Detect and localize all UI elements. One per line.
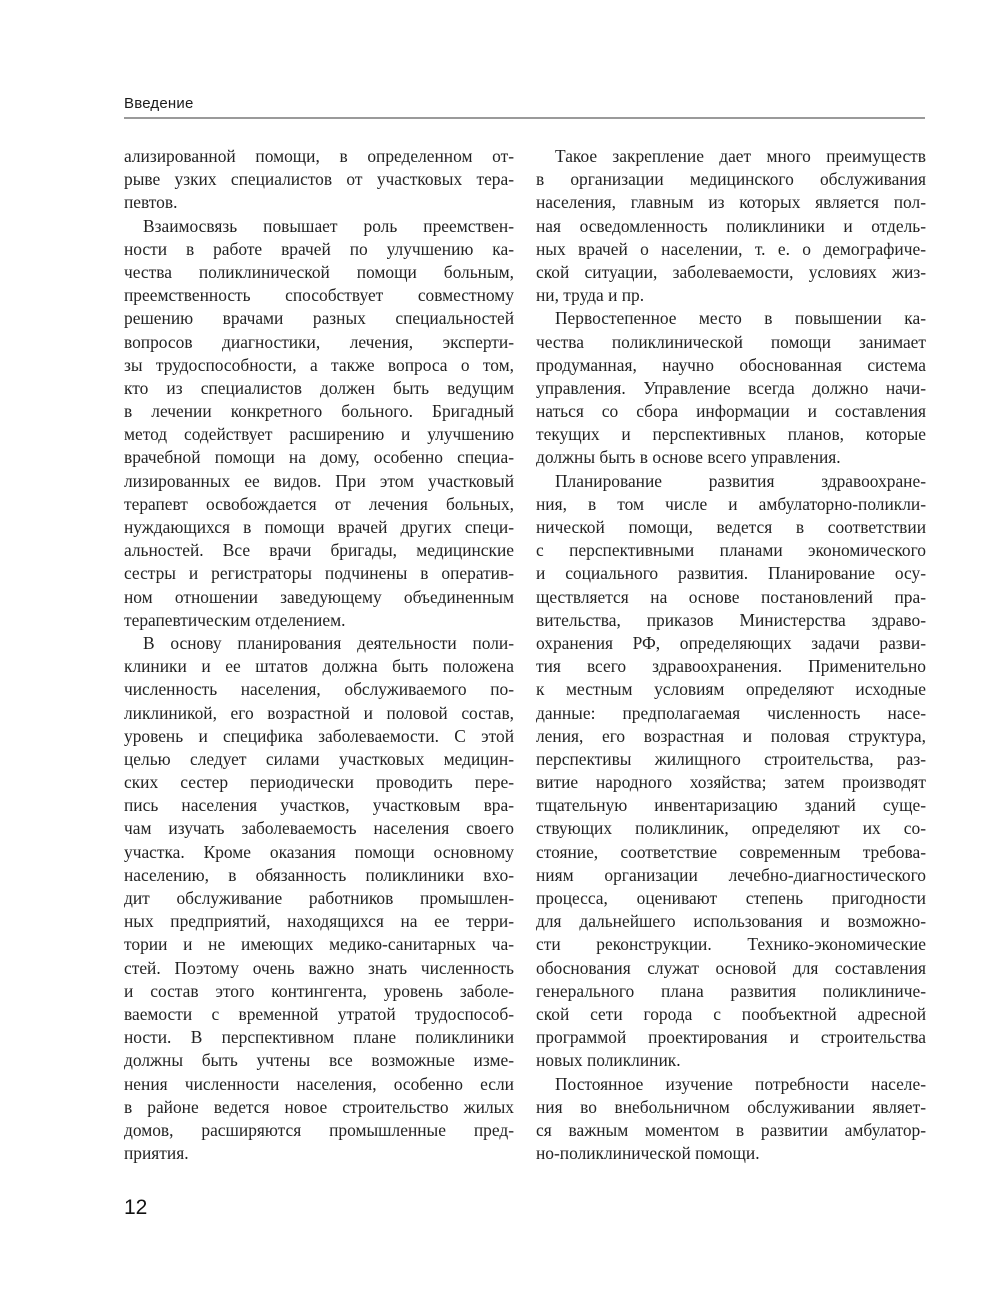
text-line: лизированных ее видов. При этом участковый — [124, 470, 514, 491]
text-line: ния, в том числе и амбулаторно-поликли- — [536, 493, 926, 514]
text-line: наться со сбора информации и составления — [536, 401, 926, 422]
text-line: зы трудоспособности, а также вопроса о том, — [124, 354, 514, 375]
text-line: приятия. — [124, 1143, 189, 1164]
text-line: ликлиникой, его возрастной и половой состав, — [124, 702, 514, 723]
text-line: альностей. Все врачи бригады, медицинские — [124, 540, 514, 561]
text-line: кто из специалистов должен быть ведущим — [124, 377, 514, 398]
text-line: к местным условиям определяют исходные — [536, 679, 926, 700]
text-line: ниям организации лечебно-диагностического — [536, 864, 926, 885]
text-line: певтов. — [124, 192, 178, 213]
text-line: в районе ведется новое строительство жилых — [124, 1096, 514, 1117]
text-line: стояние, соответствие современным требова- — [536, 841, 926, 862]
text-line: чам изучать заболеваемость населения своего — [124, 818, 514, 839]
text-line: терапевтическим отделением. — [124, 609, 346, 630]
paragraph — [124, 215, 514, 632]
header-rule — [124, 117, 925, 119]
text-line: Постоянное изучение потребности населе- — [555, 1073, 926, 1094]
text-line: ных врачей о населении, т. е. о демографиче- — [536, 238, 926, 259]
text-line: уровень и специфика заболеваемости. С этой — [124, 725, 514, 746]
text-line: ния во внебольничном обслуживании являет- — [536, 1096, 926, 1117]
paragraph — [536, 470, 926, 1073]
text-line: населения, главным из которых является пол- — [536, 192, 926, 213]
paragraph — [536, 307, 926, 469]
text-line: численность населения, обслуживаемого по- — [124, 679, 514, 700]
text-line: вопросов диагностики, лечения, эксперти- — [124, 331, 514, 352]
text-line: чества поликлинической помощи больным, — [124, 261, 514, 282]
text-line: охранения РФ, определяющих задачи разви- — [536, 632, 926, 653]
text-line: преемственность способствует совместному — [124, 285, 514, 306]
text-line: рыве узких специалистов от участковых тера- — [124, 169, 514, 190]
text-line: домов, расширяются промышленные пред- — [124, 1119, 514, 1140]
text-line: должны быть учтены все возможные изме- — [124, 1050, 514, 1071]
text-column-right — [536, 145, 926, 1165]
text-line: витие народного хозяйства; затем производят — [536, 772, 926, 793]
text-line: в организации медицинского обслуживания — [536, 169, 926, 190]
text-line: тории и не имеющих медико-санитарных ча- — [124, 934, 514, 955]
text-line: ности. В перспективном плане поликлиники — [124, 1027, 514, 1048]
text-line: В основу планирования деятельности поли- — [143, 632, 514, 653]
text-line: данные: предполагаемая численность насе- — [536, 702, 926, 723]
text-line: перспективы жилищного строительства, раз- — [536, 748, 926, 769]
text-line: пись населения участков, участковым вра- — [124, 795, 514, 816]
text-line: врачебной помощи на дому, особенно специа- — [124, 447, 514, 468]
text-line: нения численности населения, особенно если — [124, 1073, 514, 1094]
text-line: генерального плана развития поликлиниче- — [536, 980, 926, 1001]
text-line: программой проектирования и строительства — [536, 1027, 926, 1048]
text-line: решению врачами разных специальностей — [124, 308, 514, 329]
text-line: целью следует силами участковых медицин- — [124, 748, 514, 769]
text-line: ствующих поликлиник, определяют их со- — [536, 818, 926, 839]
paragraph — [124, 145, 514, 215]
text-line: дит обслуживание работников промышлен- — [124, 888, 514, 908]
text-line: ществляется на основе постановлений пра- — [536, 586, 926, 607]
text-line: сти реконструкции. Технико-экономические — [536, 934, 926, 955]
text-line: чества поликлинической помощи занимает — [536, 331, 926, 352]
text-line: и состав этого контингента, уровень заболе- — [124, 980, 514, 1001]
text-line: Первостепенное место в повышении ка- — [555, 308, 926, 329]
text-line: должны быть в основе всего управления. — [536, 447, 841, 468]
text-line: ления, его возрастная и половая структура, — [536, 725, 926, 746]
page-number: 12 — [124, 1196, 148, 1219]
text-line: текущих и перспективных планов, которые — [536, 424, 926, 445]
running-head-title: Введение — [124, 95, 194, 112]
text-line: управления. Управление всегда должно начи- — [536, 377, 926, 398]
text-line: в лечении конкретного больного. Бригадный — [124, 401, 514, 422]
text-line: для дальнейшего использования и возможно- — [536, 911, 926, 932]
text-line: ализированной помощи, в определенном от- — [124, 146, 514, 166]
text-line: продуманная, научно обоснованная система — [536, 354, 926, 375]
text-line: но-поликлинической помощи. — [536, 1143, 760, 1164]
text-line: Такое закрепление дает много преимуществ — [555, 146, 926, 166]
text-line: нической помощи, ведется в соответствии — [536, 517, 926, 537]
text-line: ном отношении заведующему объединенным — [124, 586, 514, 607]
text-line: нуждающихся в помощи врачей других специ- — [124, 517, 514, 537]
text-line: населению, в обязанность поликлиники вхо- — [124, 864, 514, 885]
paragraph — [536, 1073, 926, 1166]
text-line: тия всего здравоохранения. Применительно — [536, 656, 926, 677]
paragraph — [536, 145, 926, 307]
text-line: ных предприятий, находящихся на ее терри- — [124, 911, 514, 932]
text-line: терапевт освобождается от лечения больных, — [124, 493, 514, 514]
paragraph — [124, 632, 514, 1165]
text-line: Планирование развития здравоохране- — [555, 470, 926, 491]
text-line: сестры и регистраторы подчинены в оператив- — [124, 563, 514, 584]
text-line: и социального развития. Планирование осу- — [536, 563, 926, 584]
text-line: ни, труда и пр. — [536, 285, 645, 306]
text-line: вительства, приказов Министерства здраво- — [536, 609, 926, 630]
text-line: ских сестер периодически проводить пере- — [124, 772, 514, 793]
text-line: метод содействует расширению и улучшению — [124, 424, 514, 445]
text-line: стей. Поэтому очень важно знать численность — [124, 957, 514, 978]
text-line: ваемости с временной утратой трудоспособ- — [124, 1003, 514, 1024]
text-line: клиники и ее штатов должна быть положена — [124, 656, 514, 677]
text-column-left — [124, 145, 514, 1165]
text-line: ся важным моментом в развитии амбулатор- — [536, 1119, 926, 1140]
text-line: ности в работе врачей по улучшению ка- — [124, 238, 514, 259]
text-line: обоснования служат основой для составления — [536, 957, 926, 978]
text-line: с перспективными планами экономического — [536, 540, 926, 561]
text-line: тщательную инвентаризацию зданий суще- — [536, 795, 926, 816]
text-line: ской ситуации, заболеваемости, условиях жиз- — [536, 261, 926, 282]
text-line: процесса, оценивают степень пригодности — [536, 888, 926, 908]
text-line: ная осведомленность поликлиники и отдель- — [536, 215, 926, 236]
text-line: Взаимосвязь повышает роль преемствен- — [143, 215, 514, 236]
text-line: ской сети города с пообъектной адресной — [536, 1003, 926, 1024]
text-line: участка. Кроме оказания помощи основному — [124, 841, 514, 862]
text-line: новых поликлиник. — [536, 1050, 681, 1071]
